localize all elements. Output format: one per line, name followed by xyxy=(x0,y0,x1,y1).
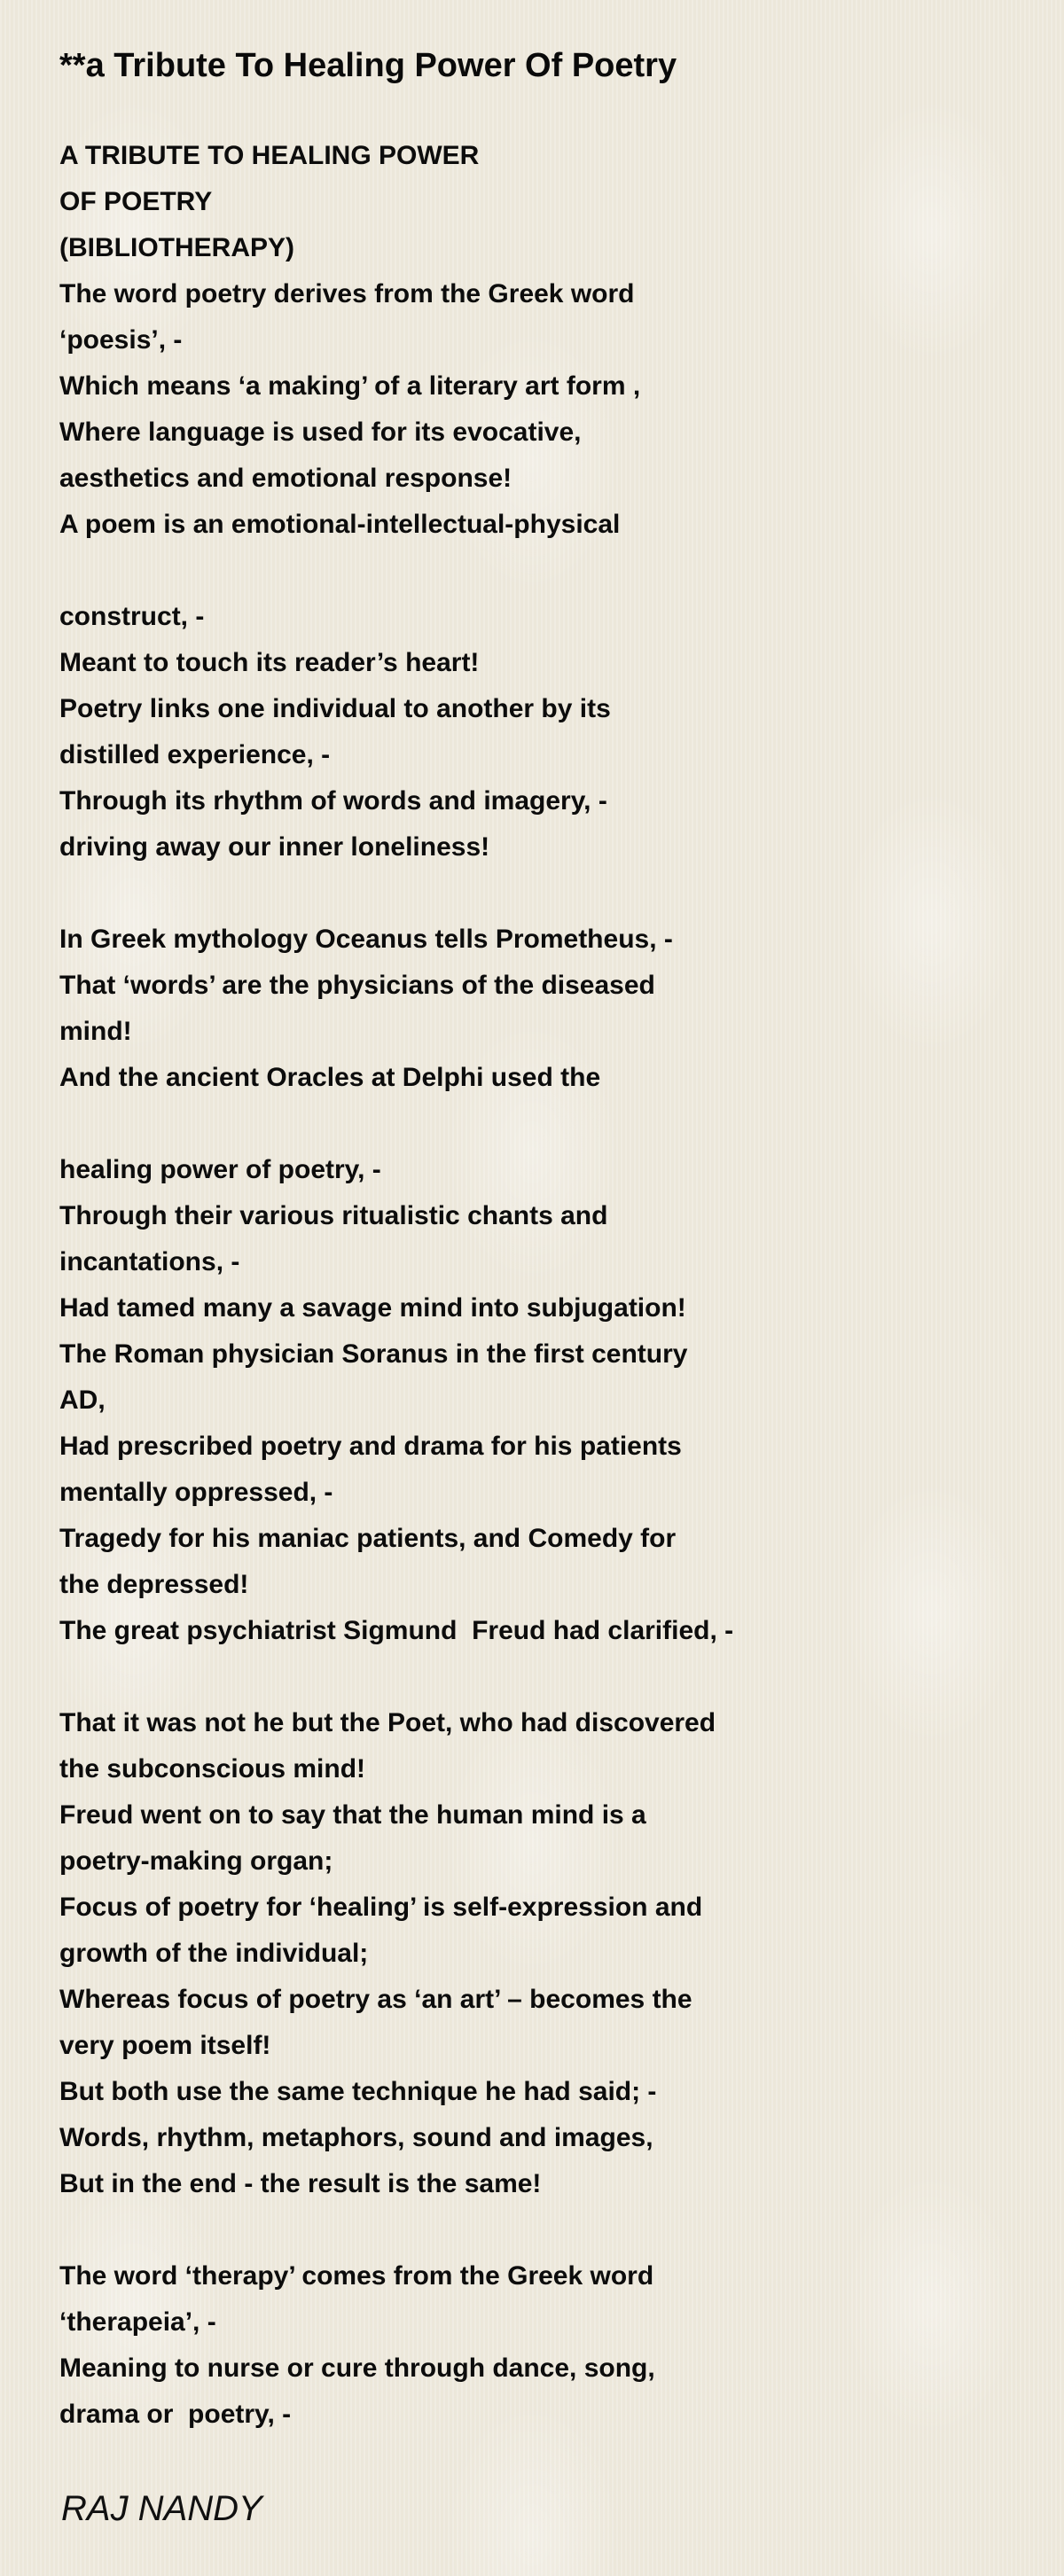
poem-line: poetry-making organ; xyxy=(59,1846,333,1876)
poem-line: Freud went on to say that the human mind is a xyxy=(59,1800,646,1830)
poem-line: Focus of poetry for ‘healing’ is self-expression and xyxy=(59,1893,703,1922)
poem-line: A poem is an emotional-intellectual-physical xyxy=(59,510,621,539)
poem-line: The word poetry derives from the Greek word xyxy=(59,279,635,308)
poem-line: aesthetics and emotional response! xyxy=(59,464,512,493)
poem-line: A TRIBUTE TO HEALING POWER xyxy=(59,141,480,170)
poem-line: ‘poesis’, - xyxy=(59,325,183,355)
poem-line: Had prescribed poetry and drama for his patients xyxy=(59,1432,682,1461)
poem-line: Poetry links one individual to another by its xyxy=(59,694,611,723)
poem-blank-line xyxy=(59,1101,999,1147)
poem-line: The great psychiatrist Sigmund Freud had clarified, - xyxy=(59,1616,734,1645)
poem-line: Through their various ritualistic chants and xyxy=(59,1201,608,1230)
poem-line: And the ancient Oracles at Delphi used the xyxy=(59,1063,601,1092)
poem-line: drama or poetry, - xyxy=(59,2400,292,2429)
poem-line: mind! xyxy=(59,1017,132,1046)
poem-line: driving away our inner loneliness! xyxy=(59,832,490,862)
poem-line: the depressed! xyxy=(59,1570,249,1599)
poem-line: healing power of poetry, - xyxy=(59,1155,381,1184)
poem-line: (BIBLIOTHERAPY) xyxy=(59,233,294,262)
poem-line: OF POETRY xyxy=(59,187,213,216)
poem-line: Which means ‘a making’ of a literary art form , xyxy=(59,371,641,401)
poem-line: In Greek mythology Oceanus tells Prometheus, - xyxy=(59,925,673,954)
poem-body xyxy=(59,133,999,2438)
poem-line: But both use the same technique he had said; - xyxy=(59,2077,657,2106)
poem-line: Meant to touch its reader’s heart! xyxy=(59,648,480,677)
poem-line: Whereas focus of poetry as ‘an art’ – becomes the xyxy=(59,1985,692,2014)
poem-line: Where language is used for its evocative, xyxy=(59,418,582,447)
poem-line: Had tamed many a savage mind into subjugation! xyxy=(59,1293,686,1323)
poem-line: AD, xyxy=(59,1386,106,1415)
poem-author: RAJ NANDY xyxy=(61,2489,262,2528)
poem-line: ‘therapeia’, - xyxy=(59,2307,216,2337)
poem-line: That ‘words’ are the physicians of the diseased xyxy=(59,971,655,1000)
poem-line: incantations, - xyxy=(59,1247,240,1276)
poem-blank-line xyxy=(59,548,999,594)
poem-line: Words, rhythm, metaphors, sound and images, xyxy=(59,2123,653,2152)
poem-line: growth of the individual; xyxy=(59,1939,369,1968)
poem-line: very poem itself! xyxy=(59,2031,271,2060)
poem-line: construct, - xyxy=(59,602,205,631)
poem-blank-line xyxy=(59,2207,999,2253)
poem-title: **a Tribute To Healing Power Of Poetry xyxy=(59,47,677,84)
poem-line: Tragedy for his maniac patients, and Comedy for xyxy=(59,1524,677,1553)
poem-line: The Roman physician Soranus in the first century xyxy=(59,1339,688,1369)
poem-blank-line xyxy=(59,1654,999,1700)
poem-line: But in the end - the result is the same! xyxy=(59,2169,542,2198)
poem-line: Through its rhythm of words and imagery, - xyxy=(59,786,607,816)
poem-line: Meaning to nurse or cure through dance, song, xyxy=(59,2354,655,2383)
poem-line: That it was not he but the Poet, who had discovered xyxy=(59,1708,716,1737)
poem-line: distilled experience, - xyxy=(59,740,331,769)
poem-blank-line xyxy=(59,870,999,917)
poem-line: The word ‘therapy’ comes from the Greek word xyxy=(59,2261,654,2291)
poem-line: mentally oppressed, - xyxy=(59,1478,333,1507)
poem-line: the subconscious mind! xyxy=(59,1754,366,1784)
